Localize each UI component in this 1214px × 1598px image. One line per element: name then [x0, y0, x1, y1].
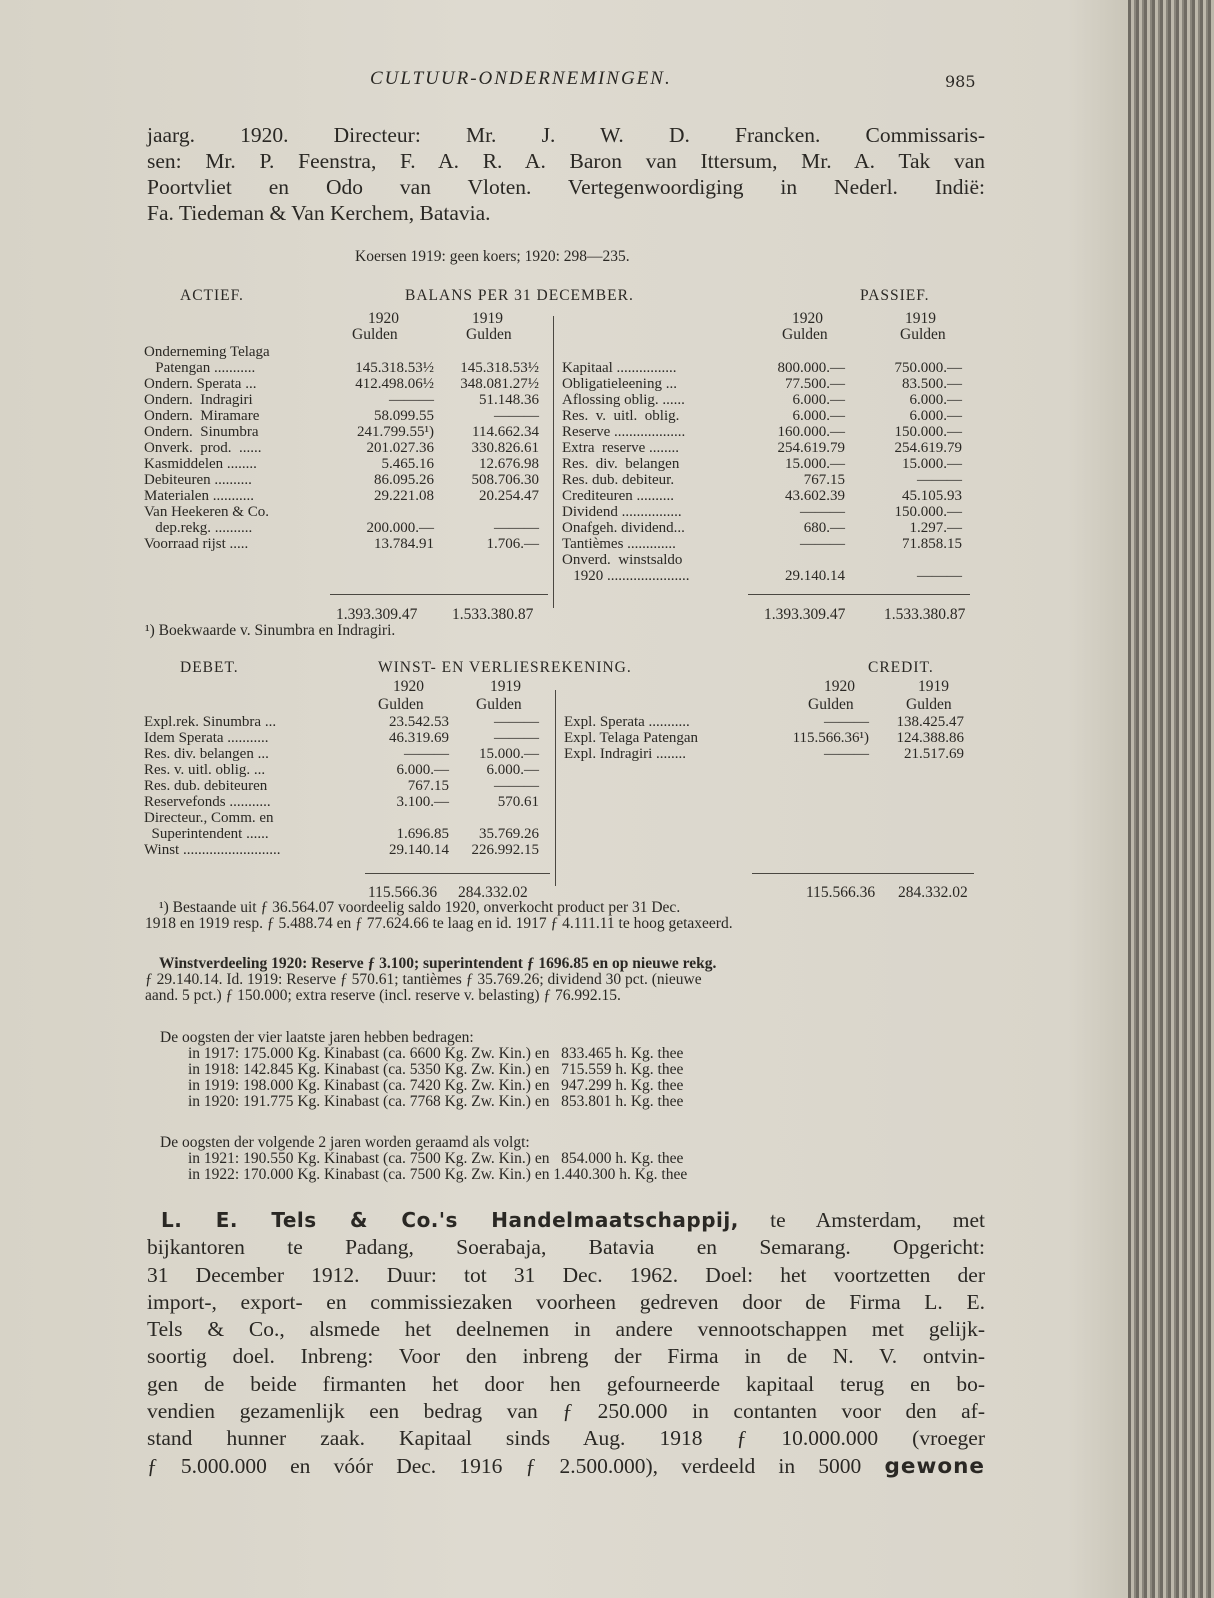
- row-label: Winst ..........................: [144, 842, 281, 858]
- winst-footnote: [145, 900, 985, 932]
- row-value-1919: ———: [917, 472, 962, 488]
- row-label: Patengan ...........: [144, 360, 256, 376]
- row-value-1919: 114.662.34: [472, 424, 539, 440]
- row-value-1919: 35.769.26: [479, 826, 539, 842]
- table-row: [144, 344, 549, 360]
- geraamd-block: [160, 1135, 980, 1183]
- row-value-1919: 348.081.27½: [460, 376, 539, 392]
- row-label: Obligatieleening ...: [562, 376, 677, 392]
- row-label: Aflossing oblig. ......: [562, 392, 685, 408]
- row-value-1920: 6.000.—: [396, 762, 449, 778]
- table-row: [562, 504, 972, 520]
- row-value-1919: 6.000.—: [909, 408, 962, 424]
- row-label: Onderneming Telaga: [144, 344, 270, 360]
- row-value-1919: 20.254.47: [479, 488, 539, 504]
- row-label: Res. dub. debiteur.: [562, 472, 675, 488]
- table-row: [144, 810, 549, 826]
- row-value-1919: 45.105.93: [902, 488, 962, 504]
- oogsten-row: in 1919: 198.000 Kg. Kinabast (ca. 7420 Kg. Zw. Kin.) en 947.299 h. Kg. thee: [188, 1077, 684, 1094]
- tels-line: Tels & Co., alsmede het deelnemen in andere vennootschappen met gelijk-: [147, 1317, 985, 1342]
- row-value-1919: ———: [494, 714, 539, 730]
- table-row: [144, 472, 549, 488]
- row-value-1919: 1.706.—: [486, 536, 539, 552]
- table-row: [144, 778, 549, 794]
- row-label: Expl. Indragiri ........: [564, 746, 687, 762]
- balans-unit-1919-right: Gulden: [900, 326, 946, 343]
- winst-year-1919-left: 1919: [490, 678, 521, 695]
- row-value-1919: 330.826.61: [471, 440, 539, 456]
- row-value-1920: 86.095.26: [374, 472, 434, 488]
- balans-total-rule-left: [330, 594, 548, 595]
- row-value-1919: 12.676.98: [479, 456, 539, 472]
- balans-year-1919-right: 1919: [905, 310, 936, 327]
- balans-year-1920-right: 1920: [792, 310, 823, 327]
- row-value-1920: ———: [800, 536, 845, 552]
- row-label: 1920 ......................: [562, 568, 690, 584]
- winst-total-right-1919: 284.332.02: [898, 884, 968, 901]
- tels-first-line: [147, 1207, 985, 1234]
- row-value-1920: ———: [404, 746, 449, 762]
- table-row: [564, 714, 974, 730]
- actief-table: [144, 344, 549, 552]
- row-value-1919: 138.425.47: [896, 714, 964, 730]
- row-label: Directeur., Comm. en: [144, 810, 274, 826]
- row-value-1919: 21.517.69: [904, 746, 964, 762]
- tels-line: vendien gezamenlijk een bedrag van ƒ 250.000 in contanten voor den af-: [147, 1399, 985, 1424]
- gewone-bold: gewone: [884, 1453, 985, 1479]
- row-value-1919: 124.388.86: [896, 730, 964, 746]
- table-row: [144, 714, 549, 730]
- tels-line: bijkantoren te Padang, Soerabaja, Batavia en Semarang. Opgericht:: [147, 1235, 985, 1260]
- row-label: Van Heekeren & Co.: [144, 504, 269, 520]
- table-row: [562, 424, 972, 440]
- row-value-1919: 508.706.30: [471, 472, 539, 488]
- row-value-1919: 83.500.—: [902, 376, 962, 392]
- row-label: Extra reserve ........: [562, 440, 680, 456]
- table-row: [144, 520, 549, 536]
- row-label: Reserve ...................: [562, 424, 686, 440]
- table-row: [144, 440, 549, 456]
- table-row: [144, 376, 549, 392]
- table-row: [144, 842, 549, 858]
- row-value-1919: 226.992.15: [471, 842, 539, 858]
- winst-total-left-1919: 284.332.02: [458, 884, 528, 901]
- table-row: [562, 408, 972, 424]
- row-label: Res. div. belangen: [562, 456, 680, 472]
- oogsten-block: [160, 1030, 980, 1110]
- passief-table: [562, 344, 972, 584]
- winst-unit-1919-left: Gulden: [476, 696, 522, 713]
- intro-line: Poortvliet en Odo van Vloten. Vertegenwoordiging in Nederl. Indië:: [147, 175, 985, 199]
- row-label: Crediteuren ..........: [562, 488, 675, 504]
- table-row: [144, 392, 549, 408]
- table-row: [144, 762, 549, 778]
- table-row: [144, 730, 549, 746]
- winst-total-rule-left: [365, 873, 550, 874]
- row-label: Onverk. prod. ......: [144, 440, 262, 456]
- row-value-1919: 150.000.—: [894, 424, 962, 440]
- winst-unit-1919-right: Gulden: [906, 696, 952, 713]
- balans-actief-title: ACTIEF.: [180, 287, 244, 304]
- row-value-1919: ———: [494, 778, 539, 794]
- tels-line: gen de beide firmanten het door hen gefourneerde kapitaal terug en bo-: [147, 1371, 985, 1396]
- row-label: Res. dub. debiteuren: [144, 778, 268, 794]
- debet-table: [144, 714, 549, 858]
- row-value-1920: 767.15: [803, 472, 845, 488]
- row-value-1919: ———: [494, 408, 539, 424]
- winst-credit-title: CREDIT.: [868, 659, 934, 676]
- row-value-1920: 1.696.85: [396, 826, 449, 842]
- row-label: Onverd. winstsaldo: [562, 552, 683, 568]
- row-value-1919: 15.000.—: [479, 746, 539, 762]
- tels-last-line-text: ƒ 5.000.000 en vóór Dec. 1916 ƒ 2.500.000), verdeeld in 5000: [147, 1453, 862, 1478]
- row-value-1920: 43.602.39: [785, 488, 845, 504]
- row-label: Ondern. Miramare: [144, 408, 260, 424]
- row-value-1920: 145.318.53½: [355, 360, 434, 376]
- row-value-1920: 241.799.55¹): [357, 424, 434, 440]
- row-value-1920: 160.000.—: [777, 424, 845, 440]
- row-value-1919: 145.318.53½: [460, 360, 539, 376]
- row-value-1919: 51.148.36: [479, 392, 539, 408]
- tels-line: soortig doel. Inbreng: Voor den inbreng der Firma in de N. V. ontvin-: [147, 1344, 985, 1369]
- table-row: [144, 424, 549, 440]
- row-value-1920: 13.784.91: [374, 536, 434, 552]
- row-label: Onafgeh. dividend...: [562, 520, 685, 536]
- page-number: 985: [945, 72, 976, 91]
- row-value-1919: 15.000.—: [902, 456, 962, 472]
- row-value-1920: ———: [800, 504, 845, 520]
- balans-year-1920-left: 1920: [368, 310, 399, 327]
- winst-debet-title: DEBET.: [180, 659, 239, 676]
- row-value-1919: 150.000.—: [894, 504, 962, 520]
- winst-unit-1920-left: Gulden: [378, 696, 424, 713]
- koersen-line: Koersen 1919: geen koers; 1920: 298—235.: [355, 248, 630, 265]
- tels-last-line: [147, 1453, 985, 1480]
- balans-total-left-1919: 1.533.380.87: [452, 606, 534, 623]
- winst-total-rule-right: [752, 873, 974, 874]
- table-row: [562, 520, 972, 536]
- winst-footnote-line: 1918 en 1919 resp. ƒ 5.488.74 en ƒ 77.624.66 te laag en id. 1917 ƒ 4.111.11 te hoog getaxeerd.: [145, 915, 733, 932]
- row-value-1920: 767.15: [407, 778, 449, 794]
- winst-center-title: WINST- EN VERLIESREKENING.: [378, 659, 632, 676]
- row-value-1920: 201.027.36: [366, 440, 434, 456]
- intro-paragraph: [147, 122, 985, 226]
- balans-divider: [553, 316, 554, 608]
- geraamd-row: in 1921: 190.550 Kg. Kinabast (ca. 7500 Kg. Zw. Kin.) en 854.000 h. Kg. thee: [188, 1150, 684, 1167]
- winst-total-right-1920: 115.566.36: [806, 884, 876, 901]
- row-label: Expl. Sperata ...........: [564, 714, 690, 730]
- oogsten-intro: De oogsten der vier laatste jaren hebben bedragen:: [160, 1029, 474, 1046]
- row-label: dep.rekg. ..........: [144, 520, 253, 536]
- row-value-1920: 412.498.06½: [355, 376, 434, 392]
- table-row: [562, 536, 972, 552]
- book-edge: [1128, 0, 1214, 1598]
- row-value-1919: 254.619.79: [894, 440, 962, 456]
- row-value-1920: 254.619.79: [777, 440, 845, 456]
- tels-line: stand hunner zaak. Kapitaal sinds Aug. 1918 ƒ 10.000.000 (vroeger: [147, 1426, 985, 1451]
- table-row: [144, 746, 549, 762]
- balans-year-1919-left: 1919: [472, 310, 503, 327]
- row-label: Voorraad rijst .....: [144, 536, 249, 552]
- credit-table: [564, 714, 974, 762]
- tels-paragraph: [147, 1207, 985, 1480]
- row-value-1920: ———: [389, 392, 434, 408]
- balans-footnote: ¹) Boekwaarde v. Sinumbra en Indragiri.: [145, 622, 396, 639]
- geraamd-intro: De oogsten der volgende 2 jaren worden geraamd als volgt:: [160, 1134, 530, 1151]
- row-value-1919: ———: [494, 520, 539, 536]
- table-row: [562, 568, 972, 584]
- row-label: Expl.rek. Sinumbra ...: [144, 714, 277, 730]
- row-value-1920: 29.140.14: [389, 842, 449, 858]
- row-value-1919: 1.297.—: [909, 520, 962, 536]
- row-label: Debiteuren ..........: [144, 472, 252, 488]
- row-value-1920: 46.319.69: [389, 730, 449, 746]
- table-row: [562, 472, 972, 488]
- row-label: Res. v. uitl. oblig.: [562, 408, 680, 424]
- winst-divider: [555, 690, 556, 886]
- balans-total-right-1920: 1.393.309.47: [764, 606, 846, 623]
- row-value-1920: 58.099.55: [374, 408, 434, 424]
- balans-passief-title: PASSIEF.: [860, 287, 930, 304]
- balans-center-title: BALANS PER 31 DECEMBER.: [405, 287, 634, 304]
- balans-unit-1920-left: Gulden: [352, 326, 398, 343]
- winst-year-1920-right: 1920: [824, 678, 855, 695]
- row-value-1919: ———: [494, 730, 539, 746]
- row-label: Tantièmes .............: [562, 536, 676, 552]
- oogsten-row: in 1917: 175.000 Kg. Kinabast (ca. 6600 Kg. Zw. Kin.) en 833.465 h. Kg. thee: [188, 1045, 684, 1062]
- row-label: Kapitaal ................: [562, 360, 677, 376]
- winstverdeeling-line: ƒ 29.140.14. Id. 1919: Reserve ƒ 570.61; tantièmes ƒ 35.769.26; dividend 30 pct. (nieuwe: [145, 971, 702, 988]
- row-value-1920: ———: [824, 714, 869, 730]
- balans-unit-1919-left: Gulden: [466, 326, 512, 343]
- row-label: Superintendent ......: [144, 826, 269, 842]
- tels-line-rest: te Amsterdam, met: [770, 1208, 985, 1232]
- intro-line: Fa. Tiedeman & Van Kerchem, Batavia.: [147, 201, 491, 225]
- table-row: [144, 504, 549, 520]
- row-label: Expl. Telaga Patengan: [564, 730, 699, 746]
- oogsten-row: in 1920: 191.775 Kg. Kinabast (ca. 7768 Kg. Zw. Kin.) en 853.801 h. Kg. thee: [188, 1093, 684, 1110]
- winst-year-1919-right: 1919: [918, 678, 949, 695]
- row-value-1920: 800.000.—: [777, 360, 845, 376]
- firm-name: L. E. Tels & Co.'s Handelmaatschappij,: [161, 1208, 739, 1232]
- table-row: [144, 536, 549, 552]
- oogsten-row: in 1918: 142.845 Kg. Kinabast (ca. 5350 Kg. Zw. Kin.) en 715.559 h. Kg. thee: [188, 1061, 684, 1078]
- geraamd-row: in 1922: 170.000 Kg. Kinabast (ca. 7500 Kg. Zw. Kin.) en 1.440.300 h. Kg. thee: [188, 1166, 688, 1183]
- row-value-1920: 6.000.—: [792, 392, 845, 408]
- winst-unit-1920-right: Gulden: [808, 696, 854, 713]
- table-row: [562, 392, 972, 408]
- row-label: Dividend ................: [562, 504, 682, 520]
- table-row: [562, 552, 972, 568]
- table-row: [562, 344, 972, 360]
- intro-line: sen: Mr. P. Feenstra, F. A. R. A. Baron van Ittersum, Mr. A. Tak van: [147, 149, 985, 173]
- table-row: [562, 440, 972, 456]
- winstverdeeling-line: Winstverdeeling 1920: Reserve ƒ 3.100; superintendent ƒ 1696.85 en op nieuwe rekg.: [159, 955, 717, 972]
- row-value-1919: 570.61: [497, 794, 539, 810]
- row-value-1920: 3.100.—: [396, 794, 449, 810]
- table-row: [144, 360, 549, 376]
- table-row: [144, 488, 549, 504]
- row-value-1920: 115.566.36¹): [792, 730, 869, 746]
- table-row: [562, 376, 972, 392]
- row-value-1920: 200.000.—: [366, 520, 434, 536]
- row-value-1920: 680.—: [803, 520, 845, 536]
- balans-total-rule-right: [748, 594, 970, 595]
- balans-total-left-1920: 1.393.309.47: [336, 606, 418, 623]
- table-row: [564, 730, 974, 746]
- row-value-1920: 29.140.14: [785, 568, 845, 584]
- tels-line: import-, export- en commissiezaken voorheen gedreven door de Firma L. E.: [147, 1289, 985, 1314]
- table-row: [144, 456, 549, 472]
- winst-year-1920-left: 1920: [393, 678, 424, 695]
- running-header-title: CULTUUR-ONDERNEMINGEN.: [370, 68, 672, 89]
- balans-unit-1920-right: Gulden: [782, 326, 828, 343]
- row-value-1919: 6.000.—: [909, 392, 962, 408]
- table-row: [144, 826, 549, 842]
- row-value-1920: ———: [824, 746, 869, 762]
- tels-line: 31 December 1912. Duur: tot 31 Dec. 1962. Doel: het voortzetten der: [147, 1262, 985, 1287]
- table-row: [144, 794, 549, 810]
- row-label: Res. v. uitl. oblig. ...: [144, 762, 266, 778]
- row-value-1920: 29.221.08: [374, 488, 434, 504]
- table-row: [562, 488, 972, 504]
- row-label: Kasmiddelen ........: [144, 456, 257, 472]
- table-row: [564, 746, 974, 762]
- row-value-1919: ———: [917, 568, 962, 584]
- table-row: [562, 360, 972, 376]
- table-row: [562, 456, 972, 472]
- row-label: Reservefonds ...........: [144, 794, 271, 810]
- row-value-1920: 15.000.—: [785, 456, 845, 472]
- row-value-1919: 6.000.—: [486, 762, 539, 778]
- row-value-1920: 77.500.—: [785, 376, 845, 392]
- intro-line: jaarg. 1920. Directeur: Mr. J. W. D. Francken. Commissaris-: [147, 123, 985, 147]
- winstverdeeling: [145, 956, 985, 1004]
- row-label: Idem Sperata ...........: [144, 730, 269, 746]
- row-label: Res. div. belangen ...: [144, 746, 269, 762]
- row-value-1920: 6.000.—: [792, 408, 845, 424]
- winst-total-left-1920: 115.566.36: [368, 884, 438, 901]
- row-label: Ondern. Sinumbra: [144, 424, 259, 440]
- row-label: Ondern. Indragiri: [144, 392, 253, 408]
- row-value-1919: 750.000.—: [894, 360, 962, 376]
- table-row: [144, 408, 549, 424]
- winst-footnote-line: ¹) Bestaande uit ƒ 36.564.07 voordeelig saldo 1920, onverkocht product per 31 Dec.: [159, 899, 681, 916]
- balans-total-right-1919: 1.533.380.87: [884, 606, 966, 623]
- row-label: Ondern. Sperata ...: [144, 376, 257, 392]
- row-value-1919: 71.858.15: [902, 536, 962, 552]
- winstverdeeling-line: aand. 5 pct.) ƒ 150.000; extra reserve (incl. reserve v. belasting) ƒ 76.992.15.: [145, 987, 621, 1004]
- row-value-1920: 23.542.53: [389, 714, 449, 730]
- row-value-1920: 5.465.16: [381, 456, 434, 472]
- row-label: Materialen ...........: [144, 488, 254, 504]
